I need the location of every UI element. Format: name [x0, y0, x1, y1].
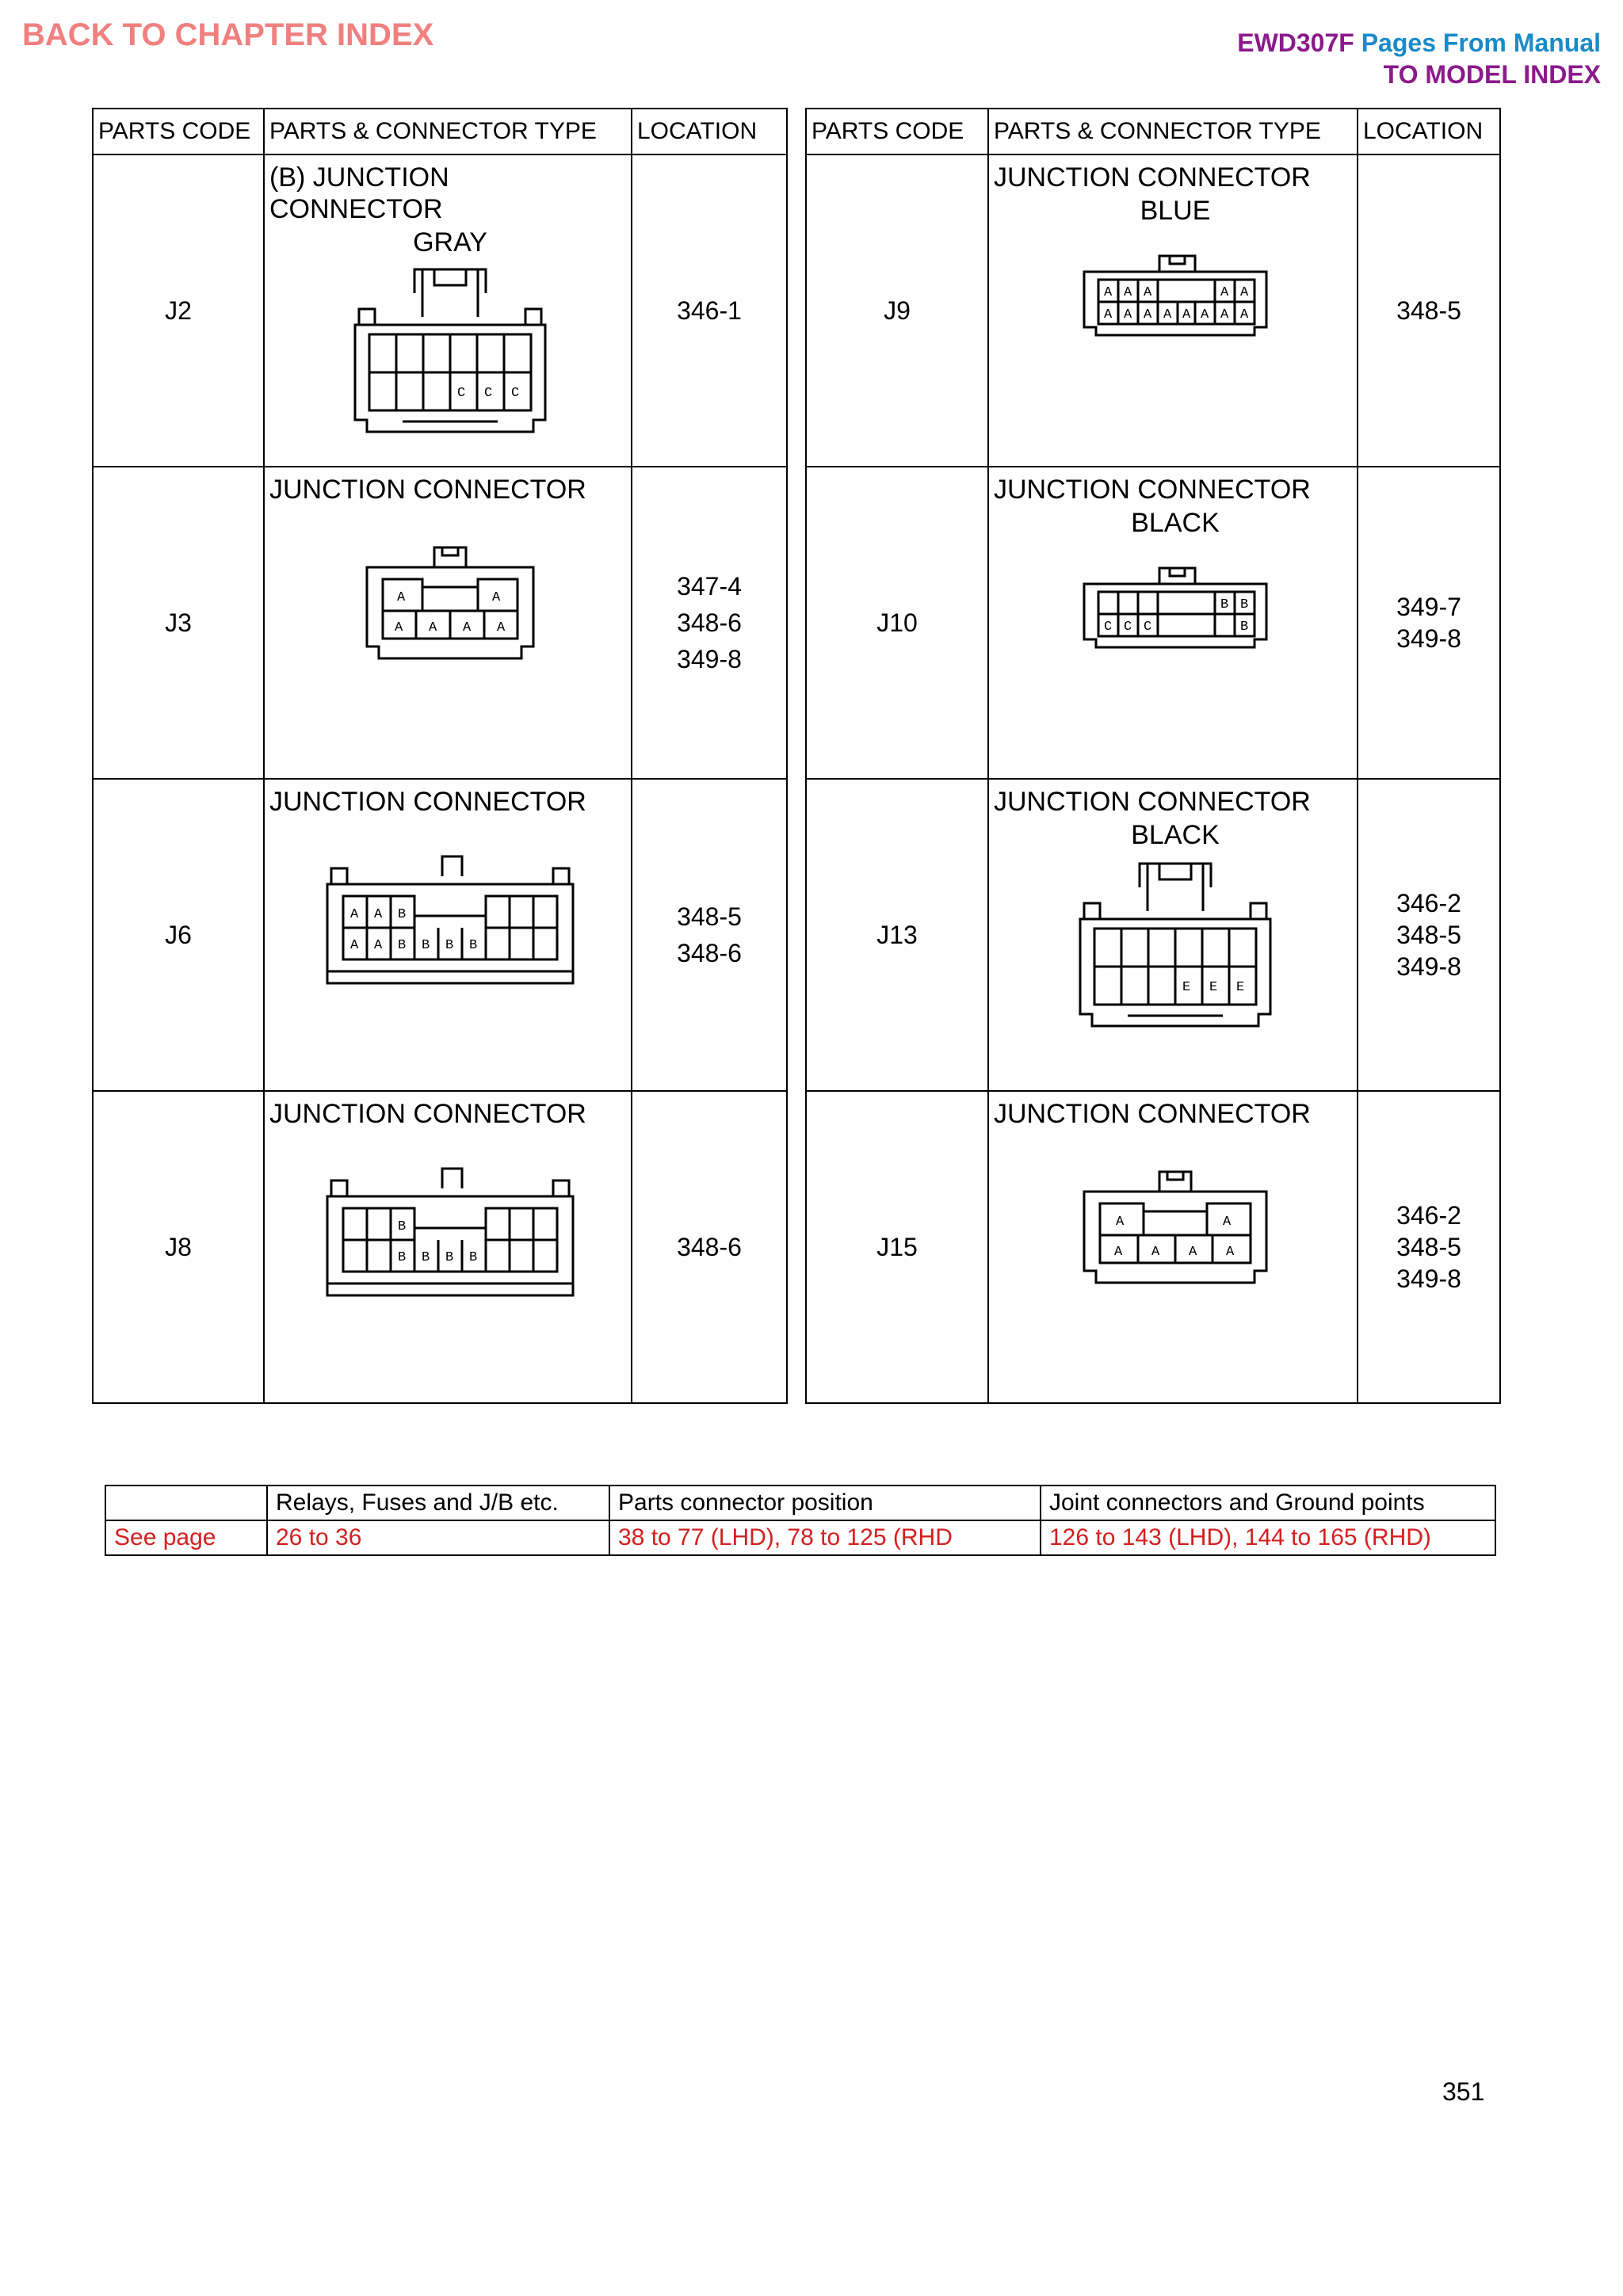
- connector-title: JUNCTION CONNECTOR: [269, 787, 586, 817]
- ref-parts-position-pages[interactable]: 38 to 77 (LHD), 78 to 125 (RHD: [609, 1520, 1041, 1555]
- ref-see-page: See page: [105, 1520, 267, 1555]
- connector-title: JUNCTION CONNECTOR: [269, 1099, 586, 1129]
- table-row: [105, 1520, 1495, 1555]
- connector-title: JUNCTION CONNECTOR: [994, 1099, 1311, 1129]
- connector-type-cell: [988, 154, 1358, 467]
- svg-text:A: A: [1114, 1245, 1123, 1260]
- svg-text:A: A: [1163, 307, 1172, 322]
- parts-code: J8: [93, 1091, 264, 1403]
- svg-text:A: A: [1182, 307, 1191, 322]
- table-row: [806, 1091, 1500, 1403]
- connector-type-cell: [264, 779, 632, 1091]
- svg-text:A: A: [1124, 307, 1132, 322]
- connector-color: BLUE: [1140, 196, 1211, 226]
- svg-text:A: A: [429, 620, 437, 635]
- parts-code: J15: [806, 1091, 988, 1403]
- table-row: [93, 1091, 787, 1403]
- to-model-index-link[interactable]: TO MODEL INDEX: [1383, 60, 1601, 89]
- svg-text:A: A: [1124, 285, 1132, 300]
- svg-text:C: C: [511, 386, 520, 401]
- table-row: [806, 154, 1500, 467]
- connector-j2-drawing: [347, 261, 553, 444]
- connector-title: (B) JUNCTION CONNECTOR: [269, 162, 449, 224]
- svg-text:E: E: [1209, 980, 1218, 995]
- table-row: [93, 779, 787, 1091]
- svg-text:A: A: [397, 590, 406, 605]
- svg-text:C: C: [1144, 620, 1152, 635]
- col-header-parts-code: PARTS CODE: [806, 109, 988, 154]
- svg-text:C: C: [1104, 620, 1113, 635]
- col-header-connector-type: PARTS & CONNECTOR TYPE: [988, 109, 1358, 154]
- connector-type-cell: [264, 154, 632, 467]
- col-header-location: LOCATION: [632, 109, 787, 154]
- ref-joint-connectors-pages[interactable]: 126 to 143 (LHD), 144 to 165 (RHD): [1041, 1520, 1495, 1555]
- svg-text:B: B: [398, 1219, 407, 1234]
- parts-code: J13: [806, 779, 988, 1091]
- svg-text:E: E: [1182, 980, 1191, 995]
- connector-j9-drawing: [1076, 252, 1274, 347]
- svg-text:A: A: [350, 938, 359, 953]
- svg-text:B: B: [422, 938, 430, 953]
- svg-text:B: B: [422, 1250, 430, 1265]
- connector-title: JUNCTION CONNECTOR: [269, 475, 586, 505]
- location-value: 346-2 348-5 349-8: [1358, 1091, 1500, 1403]
- svg-text:E: E: [1236, 980, 1245, 995]
- ref-relays-pages[interactable]: 26 to 36: [267, 1520, 609, 1555]
- svg-text:B: B: [398, 907, 407, 922]
- doc-pages-link[interactable]: Pages From Manual: [1361, 29, 1601, 57]
- ref-header-relays: Relays, Fuses and J/B etc.: [267, 1486, 609, 1520]
- svg-text:A: A: [374, 907, 383, 922]
- connector-j13-drawing: [1072, 856, 1278, 1038]
- parts-code: J6: [93, 779, 264, 1091]
- svg-text:B: B: [398, 938, 407, 953]
- svg-text:A: A: [1226, 1245, 1235, 1260]
- connector-title: JUNCTION CONNECTOR: [994, 475, 1311, 505]
- parts-code: J3: [93, 467, 264, 779]
- table-row: [806, 779, 1500, 1091]
- location-value: 349-7 349-8: [1358, 467, 1500, 779]
- location-value: 346-2 348-5 349-8: [1358, 779, 1500, 1091]
- connector-type-cell: [988, 467, 1358, 779]
- svg-text:A: A: [1220, 307, 1229, 322]
- svg-text:A: A: [350, 907, 359, 922]
- back-to-chapter-index-link[interactable]: BACK TO CHAPTER INDEX: [22, 17, 434, 52]
- svg-text:B: B: [445, 938, 454, 953]
- table-row: [806, 467, 1500, 779]
- document-header: [1237, 27, 1601, 90]
- svg-text:A: A: [1104, 307, 1113, 322]
- svg-text:A: A: [1223, 1215, 1232, 1230]
- svg-text:A: A: [1189, 1245, 1197, 1260]
- connector-title: JUNCTION CONNECTOR: [994, 162, 1311, 193]
- svg-text:A: A: [1104, 285, 1113, 300]
- svg-text:A: A: [1240, 307, 1249, 322]
- location-value: 347-4 348-6 349-8: [632, 467, 787, 779]
- connector-color: GRAY: [413, 227, 487, 257]
- svg-text:B: B: [469, 1250, 478, 1265]
- svg-text:B: B: [398, 1250, 407, 1265]
- connector-type-cell: [988, 779, 1358, 1091]
- connector-j15-drawing: [1076, 1168, 1274, 1302]
- svg-text:C: C: [457, 386, 466, 401]
- svg-text:A: A: [1240, 285, 1249, 300]
- svg-text:A: A: [1144, 285, 1152, 300]
- connector-color: BLACK: [1131, 820, 1220, 850]
- ref-header-blank: [105, 1486, 267, 1520]
- svg-text:B: B: [469, 938, 478, 953]
- parts-table-right: [805, 108, 1501, 1404]
- table-row: [105, 1486, 1495, 1520]
- page-number: 351: [1442, 2077, 1485, 2106]
- table-row: [93, 467, 787, 779]
- parts-table-left: [92, 108, 788, 1404]
- connector-title: JUNCTION CONNECTOR: [994, 787, 1311, 817]
- parts-code: J9: [806, 154, 988, 467]
- svg-text:A: A: [492, 590, 501, 605]
- connector-type-cell: [264, 1091, 632, 1403]
- svg-text:A: A: [1116, 1215, 1125, 1230]
- svg-text:A: A: [374, 938, 383, 953]
- connector-j3-drawing: [359, 543, 541, 678]
- connector-color: BLACK: [1131, 508, 1220, 538]
- svg-text:A: A: [1144, 307, 1152, 322]
- connector-j8-drawing: [323, 1165, 577, 1315]
- svg-text:A: A: [1220, 285, 1229, 300]
- col-header-location: LOCATION: [1358, 109, 1500, 154]
- svg-text:A: A: [1151, 1245, 1160, 1260]
- connector-type-cell: [264, 467, 632, 779]
- parts-code: J2: [93, 154, 264, 467]
- table-row: [93, 154, 787, 467]
- ref-header-joint-connectors: Joint connectors and Ground points: [1041, 1486, 1495, 1520]
- svg-text:B: B: [445, 1250, 454, 1265]
- connector-type-cell: [988, 1091, 1358, 1403]
- connector-j10-drawing: [1076, 564, 1274, 659]
- location-value: 348-5 348-6: [632, 779, 787, 1091]
- svg-text:B: B: [1220, 597, 1229, 612]
- page-reference-table: [105, 1485, 1496, 1556]
- connector-j6-drawing: [323, 852, 577, 1003]
- col-header-parts-code: PARTS CODE: [93, 109, 264, 154]
- svg-text:B: B: [1240, 597, 1249, 612]
- svg-text:A: A: [497, 620, 506, 635]
- parts-code: J10: [806, 467, 988, 779]
- svg-text:A: A: [463, 620, 472, 635]
- location-value: 348-6: [632, 1091, 787, 1403]
- svg-text:C: C: [1124, 620, 1132, 635]
- location-value: 346-1: [632, 154, 787, 467]
- ref-header-parts-position: Parts connector position: [609, 1486, 1041, 1520]
- svg-text:A: A: [395, 620, 403, 635]
- doc-code: EWD307F: [1237, 29, 1354, 57]
- col-header-connector-type: PARTS & CONNECTOR TYPE: [264, 109, 632, 154]
- svg-text:C: C: [484, 386, 493, 401]
- location-value: 348-5: [1358, 154, 1500, 467]
- svg-text:A: A: [1201, 307, 1209, 322]
- svg-text:B: B: [1240, 620, 1249, 635]
